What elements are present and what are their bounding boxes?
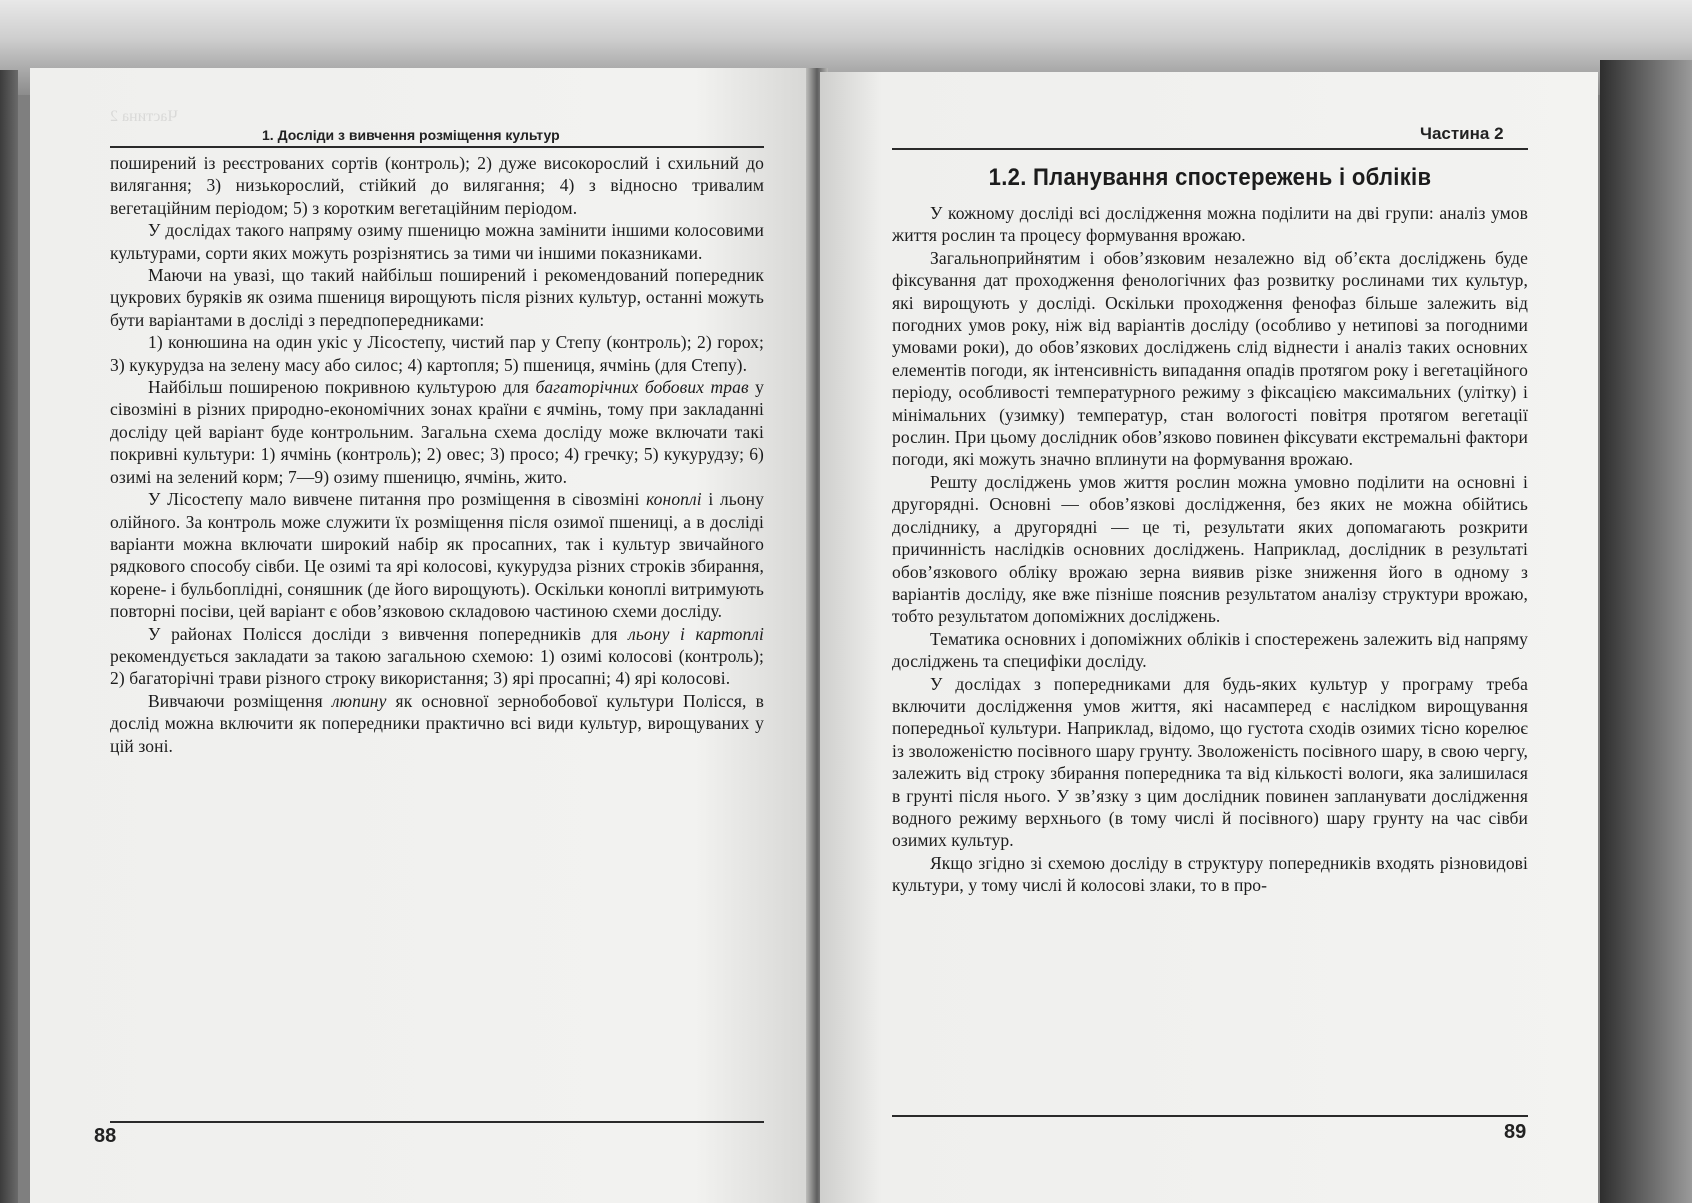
- paragraph: [110, 264, 764, 331]
- left-footer-rule: [110, 1121, 764, 1123]
- bleed-through-text: Частина 2: [110, 108, 178, 125]
- italic-term: люпину: [331, 690, 387, 711]
- paragraph: [110, 219, 764, 264]
- paragraph-text: У Лісостепу мало вивчене питання про розміщення в сівозміні: [148, 489, 647, 510]
- paragraph: [892, 247, 1528, 471]
- paragraph-text: у сівозміні в різних природно-економічних зонах країни є ячмінь, тому при закладанні досліду цей варіант буде контрольним. Загальна схема досліду може включати такі покривні культури: 1) ячмінь (контроль); 2) овес; 3) просо; 4) гречку; 5) кукурудзу; 6) озимі на зелений корм; 7—9) озиму пшеницю, ячмінь, жито.: [110, 377, 764, 487]
- paragraph-text: У кожному досліді всі дослідження можна поділити на дві групи: аналіз умов життя рослин та процесу формування врожаю.: [892, 203, 1528, 246]
- paragraph: [110, 331, 764, 376]
- paragraph-text: У дослідах такого напряму озиму пшеницю можна замінити іншими колосовими культурами, сорти яких можуть розрізнятись за тими чи іншими показниками.: [110, 220, 764, 263]
- italic-term: льону і картоплі: [628, 623, 764, 644]
- right-footer-rule: [892, 1115, 1528, 1117]
- section-title: 1.2. Планування спостережень і обліків: [988, 164, 1432, 191]
- right-header-rule: [892, 148, 1528, 150]
- paragraph-text: Найбільш поширеною покривною культурою для: [148, 377, 536, 398]
- book-left-edge: [0, 70, 18, 1203]
- paragraph-text: поширений із реєстрованих сортів (контроль); 2) дуже високорослий і схильний до вилягання; 3) низькорослий, стійкий до вилягання; 4) з відносно тривалим вегетаційним періодом; 5) з коротким вегетаційним періодом.: [110, 153, 764, 218]
- paragraph: [892, 471, 1528, 628]
- paragraph-text: Загальноприйнятим і обов’язковим незалежно від об’єкта досліджень буде фіксування дат проходження фенологічних фаз розвитку рослинами тих культур, які вирощують у досліді. Оскільки проходження фенофаз більше залежить від погодних умов року, ніж від варіантів досліду (особливо у нетипові за погодними умовами роки), до обов’язкових досліджень слід віднести і аналіз таких основних елементів погоди, як інтенсивність випадання опадів протягом року і вегетаційного періоду, особливості температурного режиму з фіксацією максимальних (улітку) і мінімальних (узимку) температур, стан вологості повітря протягом вегетації рослин. При цьому дослідник обов’язково повинен фіксувати екстремальні фактори погоди, які можуть значно вплинути на формування врожаю.: [892, 247, 1528, 470]
- left-page-number: 88: [94, 1125, 117, 1147]
- right-page-number: 89: [1504, 1121, 1527, 1143]
- paragraph-text: Тематика основних і допоміжних обліків і спостережень залежить від напряму досліджень та специфіки досліду.: [892, 628, 1528, 672]
- paragraph: [892, 673, 1528, 852]
- left-page-text: [110, 152, 764, 757]
- paragraph: [892, 202, 1528, 247]
- paragraph: [892, 852, 1528, 897]
- paragraph: [110, 376, 764, 488]
- paragraph-text: Решту досліджень умов життя рослин можна умовно поділити на основні і другорядні. Основні — обов’язкові дослідження, без яких не можна обійтись досліднику, а другорядні — це ті, результати яких допомагають розкрити причинність наслідків основних досліджень. Наприклад, дослідник в результаті обов’язкового обліку врожаю зерна виявив різке зниження його в одному з варіантів досліду, яке вже пізніше пояснив результатом аналізу структури врожаю, тобто результатом допоміжних досліджень.: [892, 471, 1528, 627]
- left-running-head: 1. Досліди з вивчення розміщення культур: [262, 127, 560, 143]
- italic-term: коноплі: [646, 489, 702, 510]
- right-page: [820, 72, 1598, 1203]
- right-running-head: Частина 2: [1420, 124, 1504, 143]
- paragraph: [110, 152, 764, 219]
- paragraph-text: У районах Полісся досліди з вивчення попередників для: [148, 623, 629, 644]
- scan-background-right: [1600, 60, 1692, 1203]
- paragraph: [110, 488, 764, 622]
- paragraph-text: Якщо згідно зі схемою досліду в структуру попередників входять різновидові культури, у тому числі й колосові злаки, то в про-: [892, 852, 1528, 896]
- paragraph-text: як основної зернобобової культури Полісся, в дослід можна включити як попередники практично всі види культур, вирощуваних у цій зоні.: [110, 690, 764, 756]
- paragraph-text: Маючи на увазі, що такий найбільш поширений і рекомендований попередник цукрових буряків як озима пшениця вирощують після різних культур, останні можуть бути варіантами в досліді з передпопередниками:: [110, 265, 764, 330]
- paragraph-text: 1) конюшина на один укіс у Лісостепу, чистий пар у Степу (контроль); 2) горох; 3) кукурудза на зелену масу або силос; 4) картопля; 5) пшениця, ячмінь (для Степу).: [110, 332, 764, 375]
- paragraph: [892, 628, 1528, 673]
- paragraph-text: Вивчаючи розміщення: [148, 690, 332, 711]
- right-page-text: [892, 202, 1528, 897]
- right-page-body: [892, 164, 1528, 897]
- left-header-rule: [110, 146, 764, 148]
- left-page: [30, 68, 812, 1203]
- paragraph: [110, 690, 764, 757]
- paragraph-text: рекомендується закладати за такою загальною схемою: 1) озимі колосові (контроль); 2) багаторічні трави різного строку використання; 3) ярі просапні; 4) ярі колосові.: [110, 645, 764, 689]
- paragraph-text: У дослідах з попередниками для будь-яких культур у програму треба включити дослідження умов життя, які насамперед є наслідком вирощування попередньої культури. Наприклад, відомо, що густота сходів озимих тісно корелює із зволоженістю посівного шару грунту. Зволоженість посівного шару, в свою чергу, залежить від строку збирання попередника та від кількості вологи, яка залишилася в грунті після нього. У зв’язку з цим дослідник повинен запланувати дослідження водного режиму верхнього (в тому числі й посівного) шару грунту на час сівби озимих культур.: [892, 673, 1528, 851]
- paragraph: [110, 623, 764, 690]
- paragraph-text: і льону олійного. За контроль може служити їх розміщення після озимої пшениці, а в досліді варіанти можна включати широкий набір як просапних, так і культур звичайного рядкового способу сівби. Це озимі та ярі колосові, кукурудза різних строків збирання, корене- і бульбоплідні, соняшник (де його вирощують). Оскільки коноплі витримують повторні посіви, цей варіант є обов’язковою складовою частиною схеми досліду.: [110, 489, 764, 622]
- italic-term: багаторічних бобових трав: [535, 377, 749, 398]
